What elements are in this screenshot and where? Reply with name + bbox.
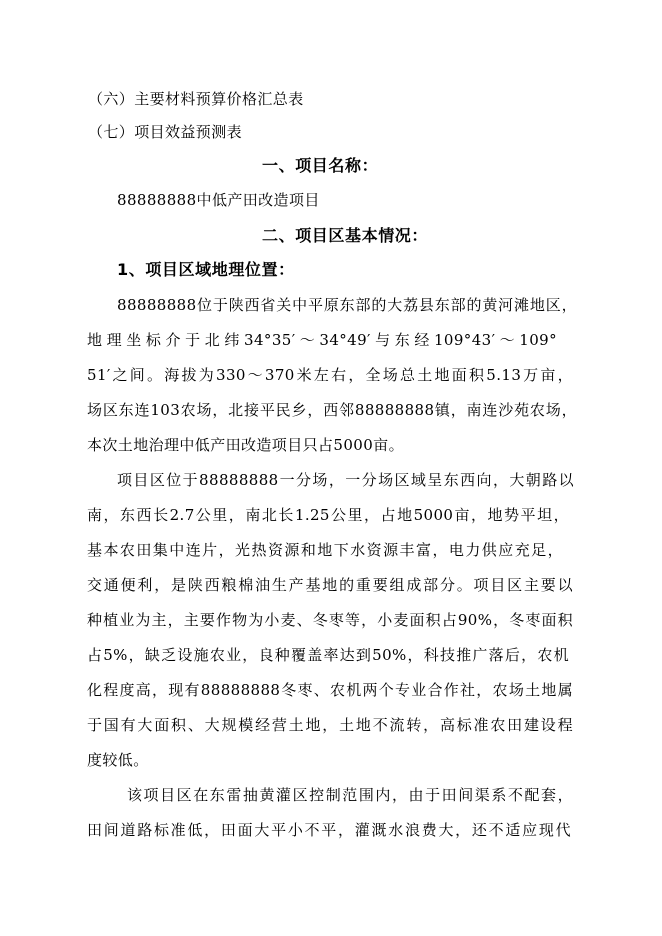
- para2-line-5: 种植业为主，主要作物为小麦、冬枣等，小麦面积占90%，冬枣面积: [87, 611, 573, 629]
- para1-line-5: 本次土地治理中低产田改造项目只占5000亩。: [87, 436, 404, 454]
- para2-line-8: 于国有大面积、大规模经营土地，土地不流转，高标准农田建设程: [87, 716, 573, 734]
- para1-line-2: 地理坐标介于北纬34°35′～34°49′与东经109°43′～109°: [87, 331, 557, 349]
- para2-line-3: 基本农田集中连片，光热资源和地下水资源丰富，电力供应充足，: [87, 541, 563, 559]
- para2-line-4: 交通便利，是陕西粮棉油生产基地的重要组成部分。项目区主要以: [87, 576, 573, 594]
- para2-line-7: 化程度高，现有88888888冬枣、农机两个专业合作社，农场土地属: [87, 681, 573, 699]
- para2-line-2: 南，东西长2.7公里，南北长1.25公里，占地5000亩，地势平坦，: [87, 506, 569, 524]
- para2-line-6: 占5%，缺乏设施农业，良种覆盖率达到50%，科技推广落后，农机: [87, 646, 569, 664]
- section-2-heading: 二、项目区基本情况：: [262, 226, 429, 245]
- para2-line-9: 度较低。: [87, 751, 149, 769]
- project-name: 88888888中低产田改造项目: [117, 191, 320, 209]
- para1-line-4: 场区东连103农场，北接平民乡，西邻88888888镇，南连沙苑农场，: [87, 401, 577, 419]
- subsection-1-heading: 1、项目区域地理位置：: [117, 260, 295, 279]
- para1-line-1: 88888888位于陕西省关中平原东部的大荔县东部的黄河滩地区，: [117, 296, 577, 314]
- section-1-heading: 一、项目名称：: [262, 156, 379, 175]
- para3-line-1: 该项目区在东雷抽黄灌区控制范围内，由于田间渠系不配套，: [127, 786, 573, 804]
- para1-line-3: 51′之间。海拔为330～370米左右，全场总土地面积5.13万亩，: [87, 366, 573, 384]
- para2-line-1: 项目区位于88888888一分场，一分场区域呈东西向，大朝路以: [117, 471, 574, 489]
- para3-line-2: 田间道路标准低，田面大平小不平，灌溉水浪费大，还不适应现代: [87, 821, 571, 839]
- toc-item-6: （六）主要材料预算价格汇总表: [88, 90, 304, 108]
- toc-item-7: （七）项目效益预测表: [88, 123, 243, 141]
